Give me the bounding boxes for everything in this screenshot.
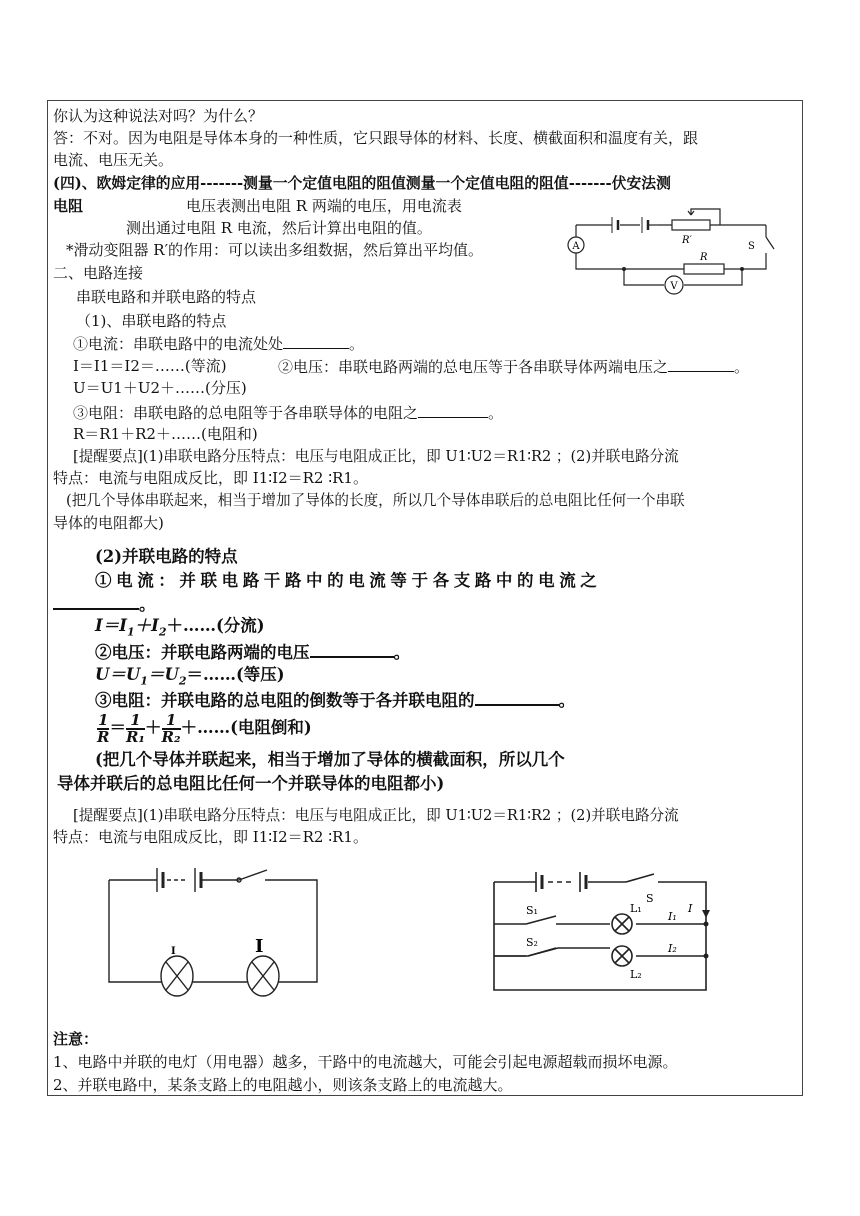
formula-part: 2 xyxy=(158,625,167,639)
fraction-denominator: R xyxy=(97,727,110,746)
formula-part: ＝……(等压) xyxy=(186,665,285,684)
formula-part: ＋……(分流) xyxy=(166,616,265,635)
text-line: 串联电路和并联电路的特点 xyxy=(76,288,257,306)
text-line: *滑动变阻器 R′的作用：可以读出多组数据，然后算出平均值。 xyxy=(66,241,483,259)
text-span: ①电流：串联电路中的电流处处 xyxy=(73,335,284,353)
current-1-label: I₁ xyxy=(668,910,677,923)
lamp-2-label: L₂ xyxy=(630,968,642,981)
text-line: 电阻 xyxy=(53,197,84,215)
text-line: 答：不对。因为电阻是导体本身的一种性质，它只跟导体的材料、长度、横截面积和温度有关，跟 xyxy=(53,129,699,147)
text-line: U＝U1＋U2＋……(分压) xyxy=(73,379,247,397)
text-line xyxy=(95,640,410,663)
text-line: 导体并联后的总电阻比任何一个并联导体的电阻都小) xyxy=(57,774,445,793)
text-line: 特点：电流与电阻成反比，即 I1∶I2＝R2 ∶R1。 xyxy=(53,828,368,846)
formula-part: ＝ xyxy=(109,718,126,737)
fill-blank[interactable] xyxy=(668,357,734,372)
voltmeter-label: V xyxy=(670,281,678,292)
parallel-circuit-diagram xyxy=(488,866,728,1008)
fraction-numerator: 1 xyxy=(162,713,181,730)
fraction xyxy=(125,710,146,746)
note-heading: 注意： xyxy=(53,1030,99,1048)
text-line: 电压表测出电阻 R 两端的电压，用电流表 xyxy=(186,197,462,215)
formula-part: 1 xyxy=(126,625,135,639)
text-line xyxy=(73,357,227,376)
text-line: 你认为这种说法对吗？为什么？ xyxy=(53,107,264,125)
text-line xyxy=(53,592,156,615)
text-span: 。 xyxy=(734,358,750,376)
lamp-mark: I xyxy=(171,946,176,957)
switch-label: S xyxy=(748,241,755,252)
fill-blank[interactable] xyxy=(418,403,488,418)
formula-part: 1 xyxy=(140,674,148,688)
fill-blank[interactable] xyxy=(283,334,349,349)
text-line: 导体的电阻都大) xyxy=(53,514,164,532)
text-line: （1)、串联电路的特点 xyxy=(76,312,227,330)
fill-blank[interactable] xyxy=(475,688,559,706)
text-span: 。 xyxy=(349,335,365,353)
formula-part: ＝U xyxy=(147,665,179,684)
formula-line xyxy=(97,710,312,746)
voltammetry-circuit-diagram xyxy=(560,205,790,297)
subsection-heading: (2)并联电路的特点 xyxy=(95,547,238,566)
text-line: 特点：电流与电阻成反比，即 I1∶I2＝R2 ∶R1。 xyxy=(53,469,368,487)
ammeter-label: A xyxy=(572,241,580,252)
section-heading: 二、电路连接 xyxy=(53,264,144,282)
current-2-label: I₂ xyxy=(668,942,677,955)
formula-part: 2 xyxy=(178,674,187,688)
section-heading: (四)、欧姆定律的应用-------测量一个定值电阻的阻值测量一个定值电阻的阻值-------伏安法测 xyxy=(53,175,671,192)
switch-1-label: S₁ xyxy=(526,904,538,917)
fill-blank[interactable] xyxy=(53,592,139,610)
fraction xyxy=(97,710,110,746)
text-span: ③电阻：串联电路的总电阻等于各串联导体的电阻之 xyxy=(73,404,419,422)
switch-main-label: S xyxy=(646,892,654,905)
note-item: 1、电路中并联的电灯（用电器）越多，干路中的电流越大，可能会引起电源超载而损坏电源。 xyxy=(53,1053,678,1071)
fill-blank[interactable] xyxy=(310,640,394,658)
rheostat-label: R′ xyxy=(682,235,692,246)
fraction-numerator: 1 xyxy=(98,710,109,729)
switch-2-label: S₂ xyxy=(526,936,538,949)
text-line xyxy=(73,334,364,354)
text-line: ①电流：并联电路干路中的电流等于各支路中的电流之 xyxy=(95,571,602,590)
formula-part: ＋ xyxy=(145,718,162,737)
series-circuit-diagram xyxy=(105,860,325,1000)
text-span: ②电压：并联电路两端的电压 xyxy=(95,643,310,662)
formula-part: ＋……(电阻倒和) xyxy=(180,718,312,737)
text-line: 电流、电压无关。 xyxy=(53,151,174,169)
resistor-label: R xyxy=(700,252,708,263)
text-line xyxy=(95,688,575,711)
current-main-label: I xyxy=(688,902,693,915)
text-span: 。 xyxy=(393,643,410,662)
fraction xyxy=(161,710,181,746)
text-span: 。 xyxy=(558,691,575,710)
text-line: R＝R1＋R2＋……(电阻和) xyxy=(73,425,258,443)
fraction-denominator: R₁ xyxy=(125,727,146,746)
text-line xyxy=(73,403,503,423)
fraction-numerator: 1 xyxy=(126,713,145,730)
text-span: I＝I1＝I2＝……(等流) xyxy=(73,357,227,375)
formula-part: ＋I xyxy=(134,616,159,635)
text-line: (把几个导体并联起来，相当于增加了导体的横截面积，所以几个 xyxy=(95,750,565,769)
lamp-mark: I xyxy=(255,936,264,957)
text-line xyxy=(278,357,749,377)
text-line: [提醒要点](1)串联电路分压特点：电压与电阻成正比，即 U1∶U2＝R1∶R2 ；(2)并联电路分流 xyxy=(73,807,679,824)
text-span: ②电压：串联电路两端的总电压等于各串联导体两端电压之 xyxy=(278,358,669,376)
formula-line xyxy=(95,615,265,642)
fraction-denominator: R₂ xyxy=(161,727,181,746)
text-line: [提醒要点](1)串联电路分压特点：电压与电阻成正比，即 U1∶U2＝R1∶R2 ；(2)并联电路分流 xyxy=(73,448,679,465)
text-line: 测出通过电阻 R 电流，然后计算出电阻的值。 xyxy=(126,219,432,237)
formula-part: I＝I xyxy=(95,616,127,635)
text-span: 。 xyxy=(488,404,504,422)
text-line: (把几个导体串联起来，相当于增加了导体的长度，所以几个导体串联后的总电阻比任何一个串联 xyxy=(66,492,685,509)
formula-part: U＝U xyxy=(95,665,141,684)
note-item: 2、并联电路中，某条支路上的电阻越小，则该条支路上的电流越大。 xyxy=(53,1076,513,1094)
text-span: 。 xyxy=(139,595,156,614)
text-span: ③电阻：并联电路的总电阻的倒数等于各并联电阻的 xyxy=(95,691,475,710)
lamp-1-label: L₁ xyxy=(630,902,642,915)
